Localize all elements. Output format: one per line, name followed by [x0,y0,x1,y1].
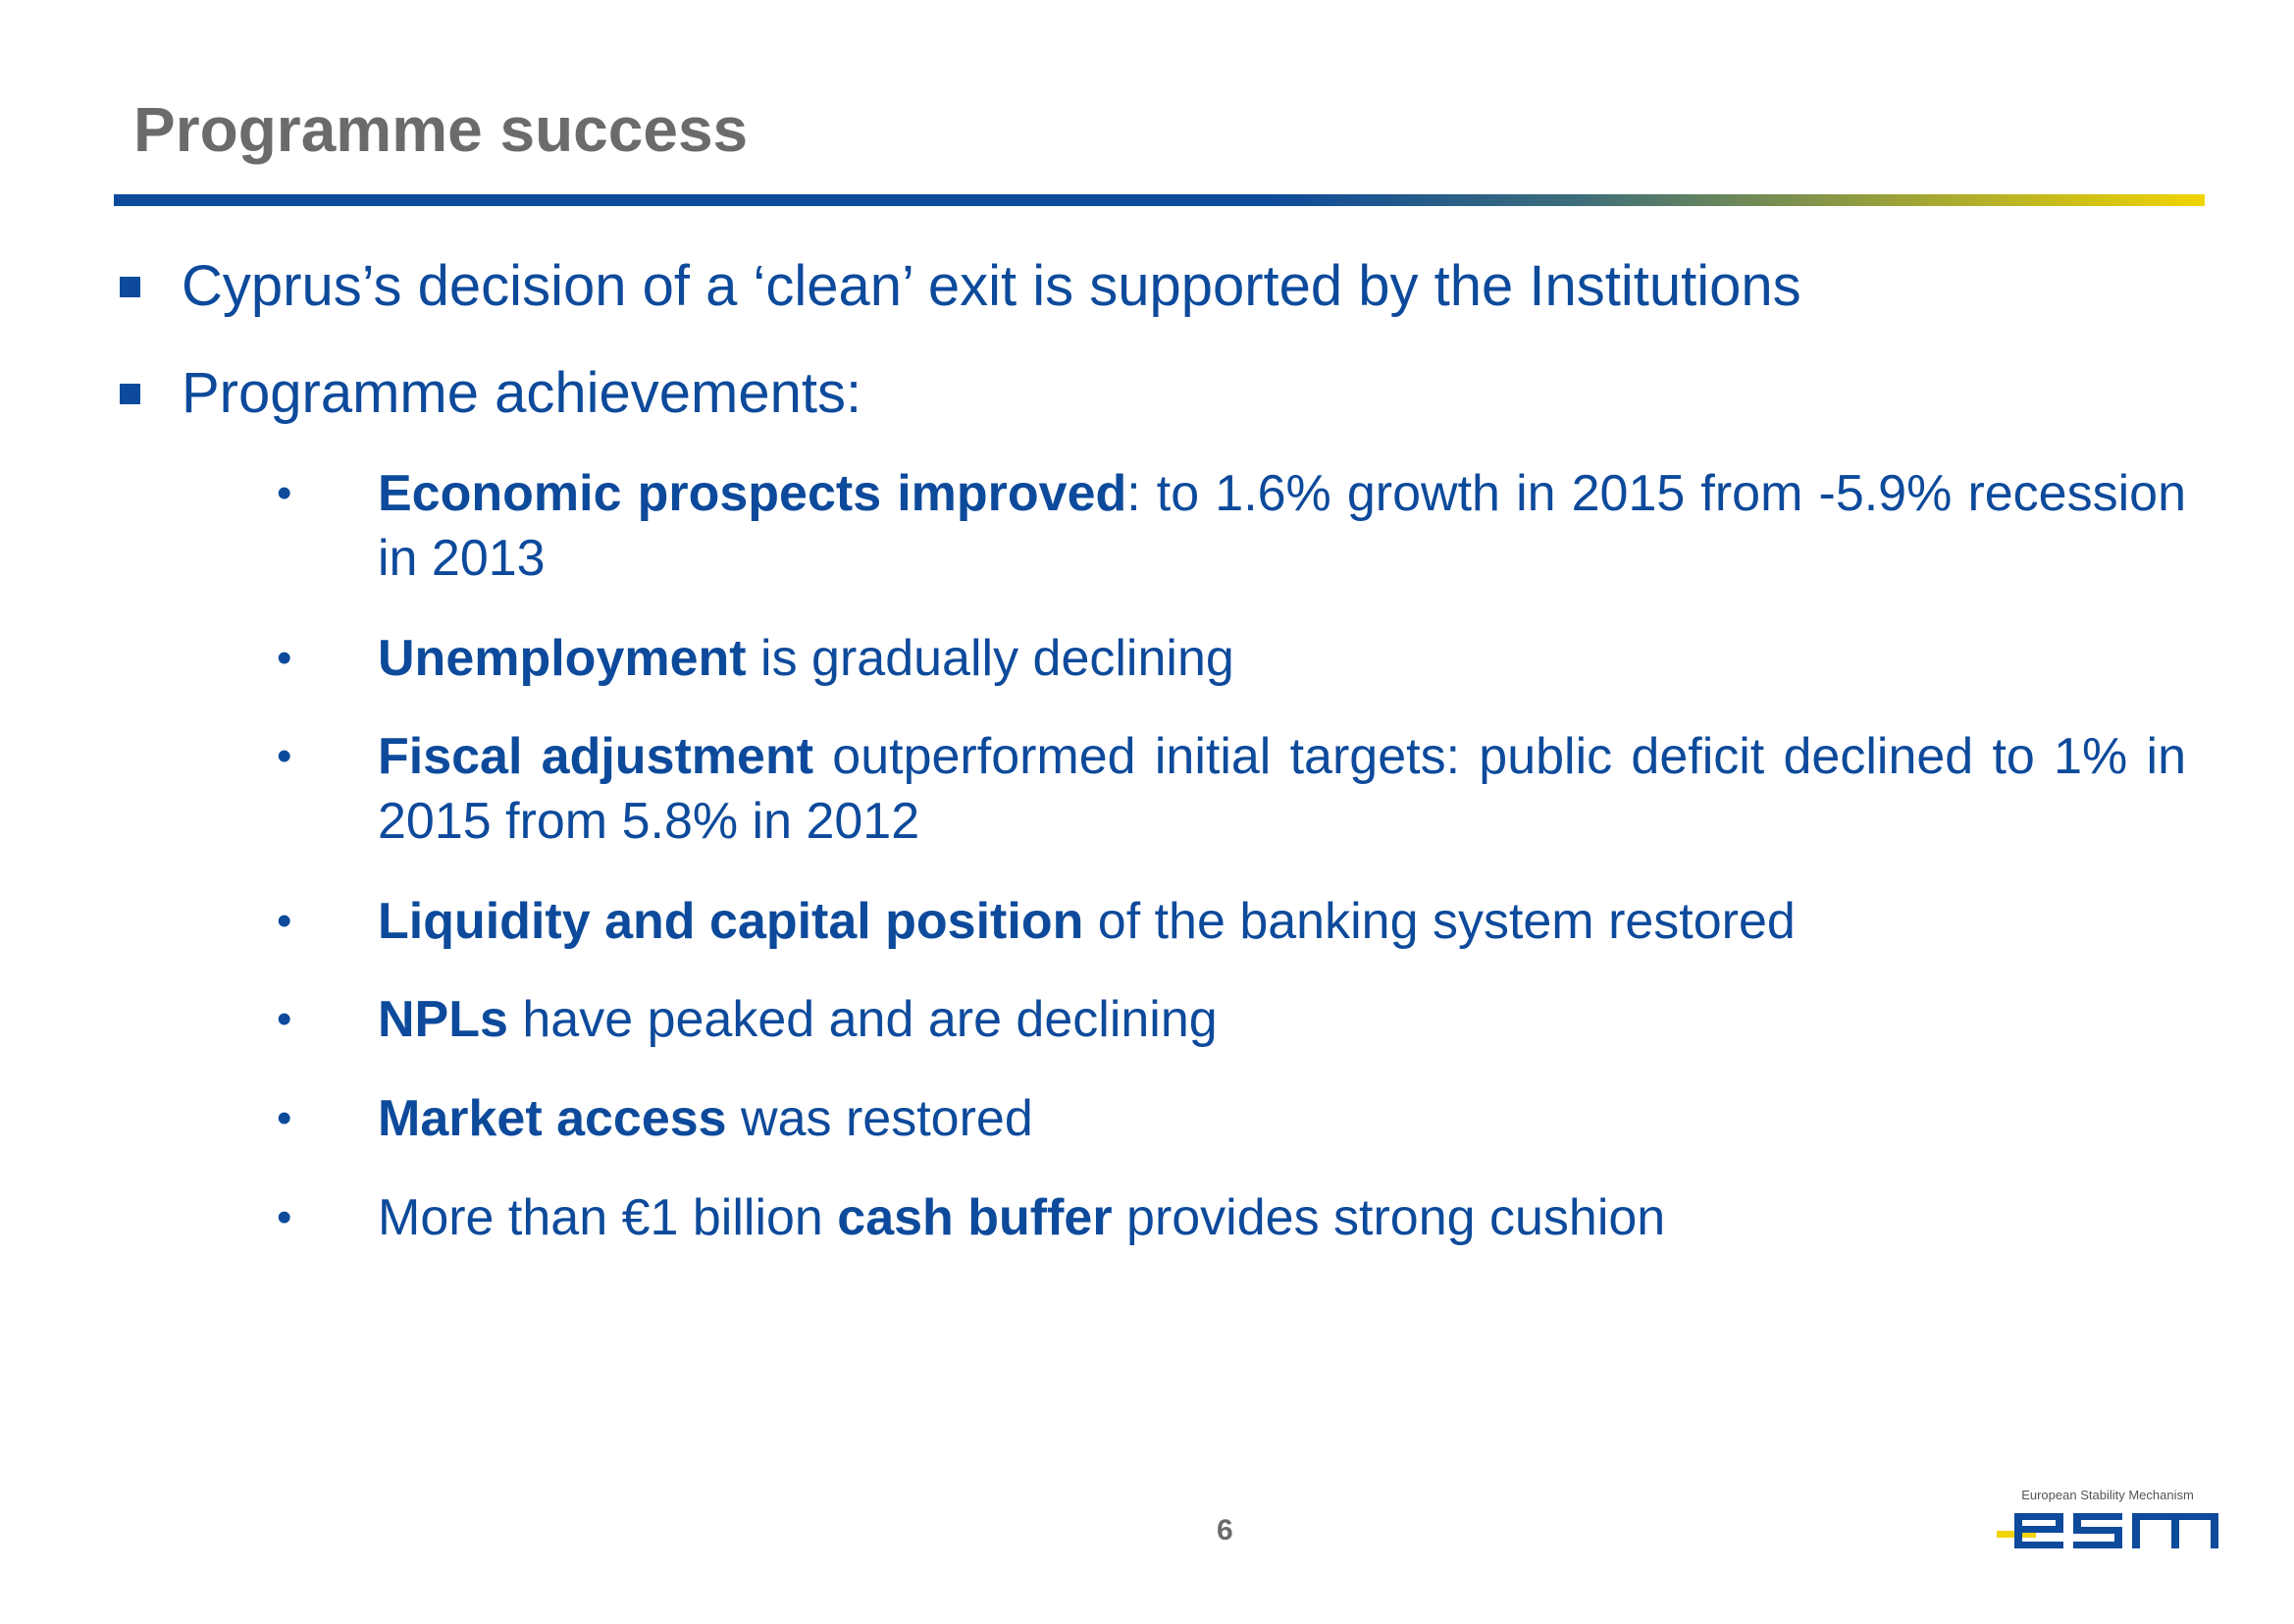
square-bullet-icon [120,277,140,297]
slide-title: Programme success [133,94,749,165]
achievement-text [378,724,2186,854]
logo-caption: European Stability Mechanism [2021,1488,2194,1502]
achievement-text [378,626,2186,691]
dot-bullet-icon: • [277,897,292,945]
esm-wordmark-icon [1997,1509,2218,1552]
dot-bullet-icon: • [277,1193,292,1241]
title-divider [114,194,2205,206]
achievement-liquidity [277,889,2186,954]
achievement-fiscal-adjustment [277,724,2186,854]
achievement-bold: Market access [378,1090,727,1147]
bullet-text: Programme achievements: [182,361,862,425]
achievement-rest: of the banking system restored [1083,893,1796,950]
achievement-rest: : to 1.6% growth in 2015 from -5.9% recession in 2013 [378,465,2186,587]
achievement-bold: Liquidity and capital position [378,893,1084,950]
achievement-rest: have peaked and are declining [507,991,1218,1048]
bullet-clean-exit [120,254,1801,318]
achievement-rest: provides strong cushion [1112,1189,1666,1246]
achievement-text [378,1185,2186,1250]
square-bullet-icon [120,384,140,404]
achievement-text [378,1086,2186,1151]
esm-logo [1997,1488,2218,1552]
achievement-text [378,889,2186,954]
achievement-bold: Unemployment [378,630,747,687]
achievement-text [378,987,2186,1052]
achievement-bold: cash buffer [837,1189,1113,1246]
dot-bullet-icon: • [277,469,292,517]
bullet-text: Cyprus’s decision of a ‘clean’ exit is supported by the Institutions [182,254,1801,318]
achievement-bold: NPLs [378,991,508,1048]
achievement-text [378,461,2186,591]
achievement-rest: was restored [726,1090,1033,1147]
achievement-unemployment [277,626,2186,691]
bullet-achievements [120,361,862,425]
achievement-rest: is gradually declining [746,630,1234,687]
page-number: 6 [1217,1514,1233,1546]
achievement-npls [277,987,2186,1052]
dot-bullet-icon: • [277,634,292,682]
achievement-rest: outperformed initial targets: public deficit declined to 1% in 2015 from 5.8% in 2012 [378,728,2186,850]
achievement-economic-prospects [277,461,2186,591]
achievement-cash-buffer [277,1185,2186,1250]
achievement-bold: Fiscal adjustment [378,728,814,785]
dot-bullet-icon: • [277,732,292,780]
achievement-pre: More than €1 billion [378,1189,838,1246]
achievement-bold: Economic prospects improved [378,465,1127,522]
dot-bullet-icon: • [277,995,292,1043]
achievement-market-access [277,1086,2186,1151]
dot-bullet-icon: • [277,1094,292,1142]
